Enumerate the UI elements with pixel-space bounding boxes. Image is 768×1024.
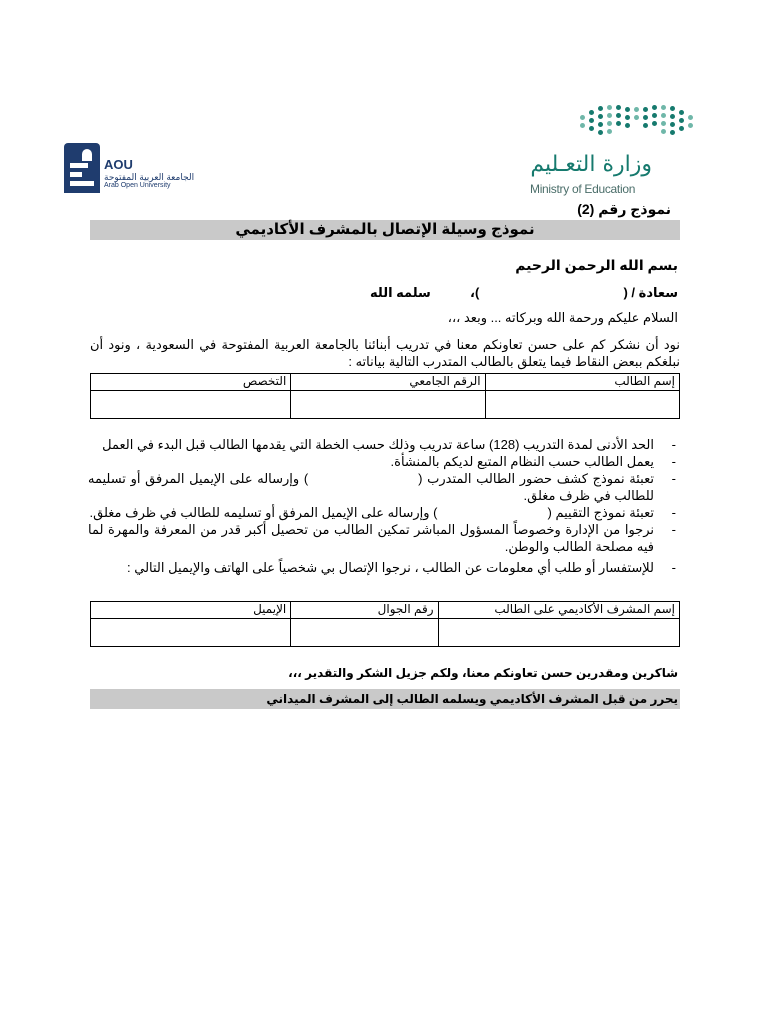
- form-number: نموذج رقم (2): [577, 201, 671, 217]
- moe-dot: [580, 115, 585, 120]
- list-item: - نرجوا من الإدارة وخصوصاً المسؤول المباشر تمكين الطالب من تحصيل أكبر قدر من المعرفة والمهرة لما فيه مصلحة الطالب والوطن.: [88, 521, 678, 555]
- moe-dot: [679, 118, 684, 123]
- supervisor-name-cell[interactable]: [438, 619, 679, 647]
- university-id-cell[interactable]: [291, 391, 485, 419]
- moe-dot: [670, 106, 675, 111]
- moe-dot: [607, 129, 612, 134]
- moe-dot: [607, 121, 612, 126]
- list-item: - الحد الأدنى لمدة التدريب (128) ساعة تدريب وذلك حسب الخطة التي يقدمها الطالب قبل البدء في العمل: [88, 436, 678, 453]
- moe-dot: [616, 121, 621, 126]
- aou-logo: [64, 143, 195, 195]
- greeting: السلام عليكم ورحمة الله وبركاته ... وبعد ،،،: [447, 310, 678, 325]
- moe-dot: [670, 114, 675, 119]
- basmala: بسم الله الرحمن الرحيم: [515, 257, 678, 273]
- moe-dot: [589, 118, 594, 123]
- header-mobile: رقم الجوال: [291, 602, 438, 619]
- form-title: نموذج وسيلة الإتصال بالمشرف الأكاديمي: [90, 220, 680, 240]
- major-cell[interactable]: [91, 391, 291, 419]
- moe-english-name: Ministry of Education: [530, 182, 636, 196]
- moe-dot: [625, 107, 630, 112]
- salutation-label: سعادة / (: [623, 285, 678, 300]
- footer-note: يحرر من قبل المشرف الأكاديمي ويسلمه الطالب إلى المشرف الميداني: [266, 692, 678, 706]
- moe-dot: [598, 122, 603, 127]
- moe-dot: [625, 123, 630, 128]
- moe-dot: [661, 129, 666, 134]
- thanks-line: شاكرين ومقدرين حسن تعاونكم معنا، ولكم جزيل الشكر والتقدير ،،،: [288, 666, 678, 680]
- moe-dot: [598, 130, 603, 135]
- header-major: التخصص: [91, 374, 291, 391]
- intro-paragraph: نود أن نشكر كم على حسن تعاونكم معنا في تدريب أبنائنا بالجامعة العربية المفتوحة في السعودية ، ونود أن نبلغكم ببعض النقاط فيما يتعلق بالطالب المتدرب التالية بياناته :: [90, 337, 680, 369]
- moe-dot: [679, 126, 684, 131]
- header-supervisor-name: إسم المشرف الأكاديمي على الطالب: [438, 602, 679, 619]
- moe-dot: [589, 110, 594, 115]
- aou-arabic-name: الجامعة العربية المفتوحة: [104, 172, 195, 182]
- student-info-table: [90, 373, 680, 419]
- moe-dot: [598, 114, 603, 119]
- moe-dot: [616, 105, 621, 110]
- header-student-name: إسم الطالب: [485, 374, 679, 391]
- moe-dot: [661, 121, 666, 126]
- moe-dot: [643, 107, 648, 112]
- moe-dot: [688, 115, 693, 120]
- salutation-blessing: سلمه الله: [370, 285, 431, 300]
- aou-emblem-icon: [64, 143, 100, 193]
- moe-dot: [589, 126, 594, 131]
- footer-bar: [90, 689, 680, 709]
- moe-dot: [634, 115, 639, 120]
- list-item: - تعبئة نموذج كشف حضور الطالب المتدرب () وإرساله على الإيميل المرفق أو تسليمه للطالب في ظرف مغلق.: [88, 470, 678, 504]
- moe-dot: [652, 105, 657, 110]
- moe-dot: [670, 122, 675, 127]
- moe-dot: [652, 121, 657, 126]
- moe-logo: [520, 96, 680, 200]
- list-item: - يعمل الطالب حسب النظام المتبع لديكم بالمنشأة.: [88, 453, 678, 470]
- moe-dot: [643, 123, 648, 128]
- instructions-list: [88, 436, 678, 576]
- moe-dot: [607, 105, 612, 110]
- header-university-id: الرقم الجامعي: [291, 374, 485, 391]
- list-item: - للإستفسار أو طلب أي معلومات عن الطالب ، نرجوا الإتصال بي شخصياً على الهاتف والإيميل التالي :: [88, 559, 678, 576]
- moe-dot: [670, 130, 675, 135]
- salutation-close: )،: [470, 285, 480, 300]
- email-cell[interactable]: [91, 619, 291, 647]
- moe-dot: [634, 107, 639, 112]
- student-name-cell[interactable]: [485, 391, 679, 419]
- moe-dot: [661, 113, 666, 118]
- moe-dot: [679, 110, 684, 115]
- aou-english-name: Arab Open University: [104, 182, 171, 189]
- supervisor-info-table: [90, 601, 680, 647]
- moe-arabic-name: وزارة التعـليم: [530, 152, 652, 177]
- header-email: الإيميل: [91, 602, 291, 619]
- moe-dot: [580, 123, 585, 128]
- moe-dot: [661, 105, 666, 110]
- moe-dot: [643, 115, 648, 120]
- moe-dot: [688, 123, 693, 128]
- mobile-cell[interactable]: [291, 619, 438, 647]
- moe-dot: [598, 106, 603, 111]
- moe-dot: [625, 115, 630, 120]
- aou-abbr: AOU: [104, 157, 133, 172]
- moe-dot: [607, 113, 612, 118]
- moe-dot: [652, 113, 657, 118]
- moe-dot: [616, 113, 621, 118]
- list-item: - تعبئة نموذج التقييم () وإرساله على الإيميل المرفق أو تسليمه للطالب في ظرف مغلق.: [88, 504, 678, 521]
